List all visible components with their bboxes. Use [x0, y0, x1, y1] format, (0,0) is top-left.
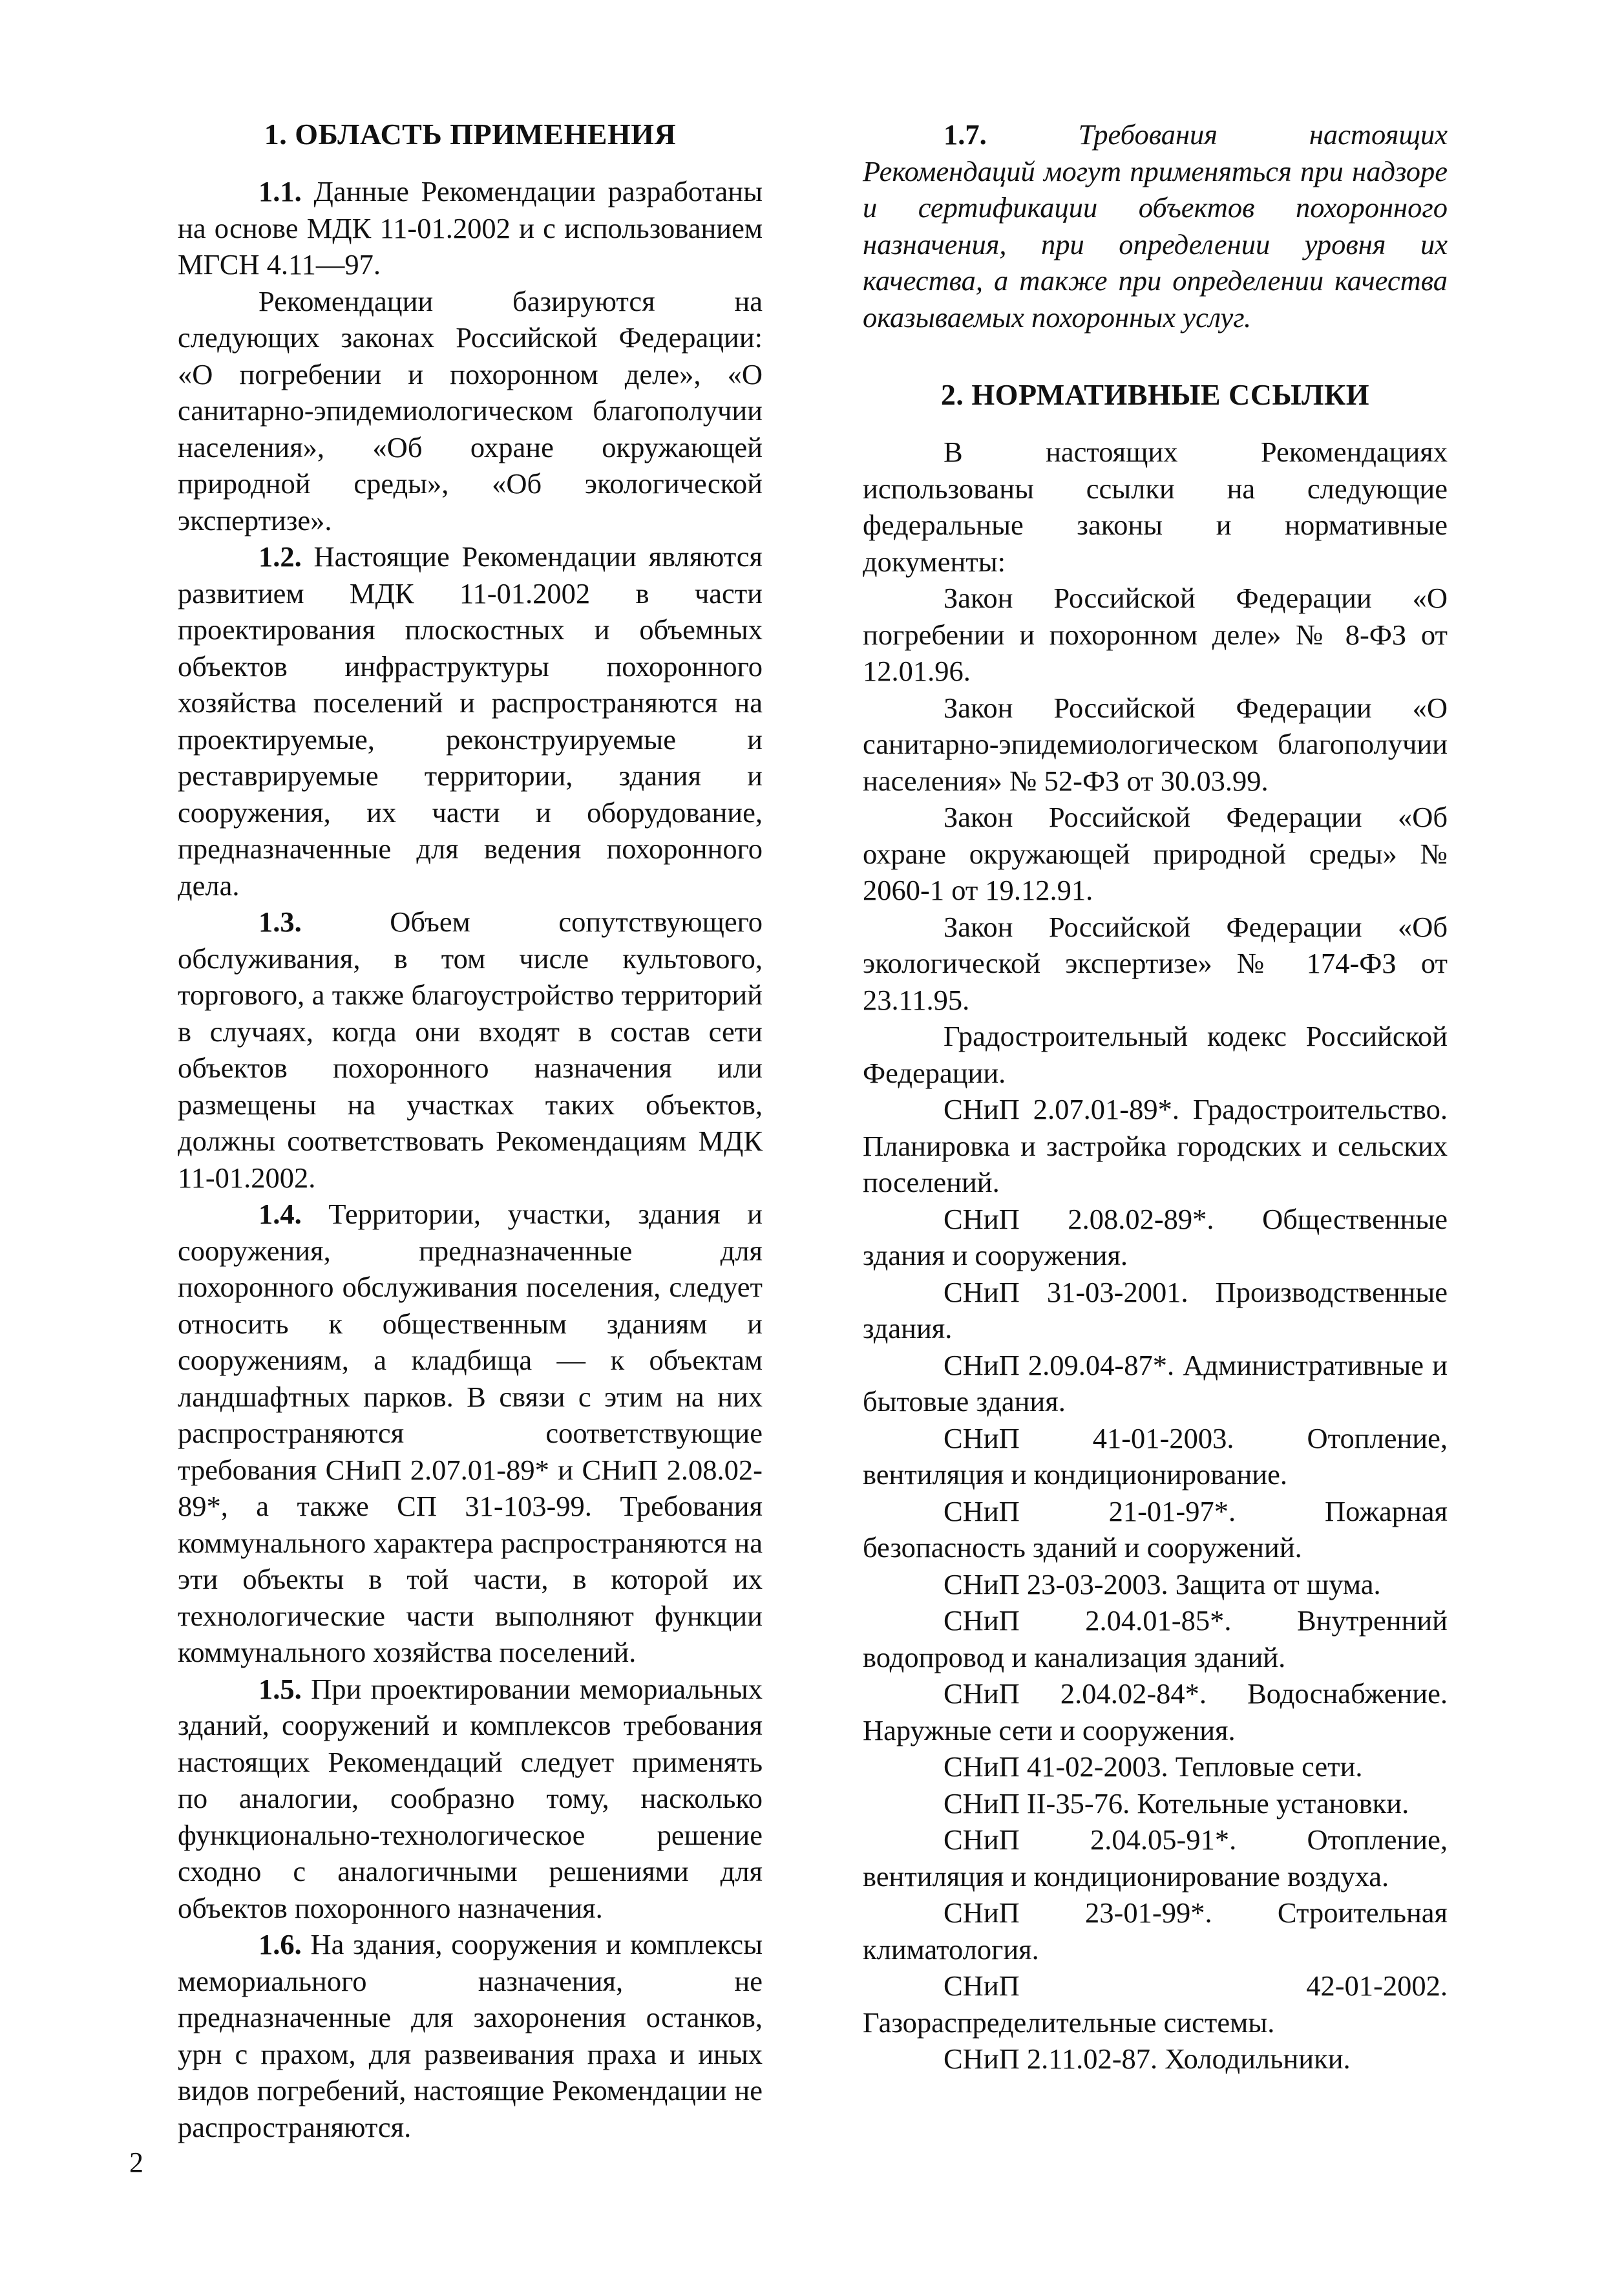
- reference-item: СНиП 23-03-2003. Защита от шума.: [944, 1567, 1381, 1600]
- clause-number: 1.3.: [258, 906, 302, 938]
- paragraph-1-1: [178, 173, 763, 283]
- reference-item: СНиП 2.07.01-89*. Градостроительство. Планировка и застройка городских и сельских поселений.: [863, 1093, 1448, 1198]
- reference-item: СНиП 31-03-2001. Производственные здания.: [863, 1275, 1448, 1344]
- section-1-heading: 1. ОБЛАСТЬ ПРИМЕНЕНИЯ: [264, 118, 677, 151]
- reference-item: СНиП 23-01-99*. Строительная климатология.: [863, 1896, 1448, 1966]
- reference-item: СНиП II-35-76. Котельные установки.: [944, 1787, 1409, 1819]
- clause-number: 1.5.: [258, 1672, 302, 1705]
- paragraph-laws: Рекомендации базируются на следующих законах Российской Федерации: «О погребении и похоронном деле», «О санитарно-эпидемиологическом благополучии населения», «Об охране окружающей природной среды», «Об экологической экспертизе».: [178, 284, 763, 536]
- paragraph-1-5: [178, 1671, 763, 1927]
- reference-item: СНиП 2.11.02-87. Холодильники.: [944, 2042, 1351, 2075]
- clause-text: Настоящие Рекомендации являются развитием МДК 11-01.2002 в части проектирования плоскостных и объемных объектов инфраструктуры похоронного хозяйства поселений и распространяются на проектируемые, реконструируемые и реставрируемые территории, здания и сооружения, их части и оборудование, предназначенные для ведения похоронного дела.: [178, 540, 763, 902]
- reference-item: Закон Российской Федерации «Об охране окружающей природной среды» № 2060-1 от 19.12.91.: [863, 801, 1448, 906]
- paragraph-1-3: [178, 904, 763, 1196]
- clause-number: 1.2.: [258, 540, 302, 573]
- reference-item: СНиП 2.09.04-87*. Административные и бытовые здания.: [863, 1348, 1448, 1417]
- reference-item: СНиП 2.04.05-91*. Отопление, вентиляция и кондиционирование воздуха.: [863, 1823, 1448, 1893]
- clause-text: Объем сопутствующего обслуживания, в том числе культового, торгового, а также благоустройство территорий в случаях, когда они входят в состав сети объектов похоронного назначения или размещены на участках таких объектов, должны соответствовать Рекомендациям МДК 11-01.2002.: [178, 906, 763, 1194]
- reference-item: СНиП 41-01-2003. Отопление, вентиляция и кондиционирование.: [863, 1421, 1448, 1491]
- reference-item: Закон Российской Федерации «О погребении и похоронном деле» № 8-ФЗ от 12.01.96.: [863, 582, 1448, 687]
- reference-item: СНиП 2.04.01-85*. Внутренний водопровод и канализация зданий.: [863, 1604, 1448, 1673]
- clause-text: На здания, сооружения и комплексы мемориального назначения, не предназначенные для захоронения останков, урн с прахом, для развеивания праха и иных видов погребений, настоящие Рекомендации не распространяются.: [178, 1928, 763, 2143]
- clause-number: 1.1.: [258, 175, 302, 207]
- paragraph-1-7: [863, 116, 1448, 335]
- clause-text: Территории, участки, здания и сооружения, предназначенные для похоронного обслуживания поселения, следует относить к общественным зданиям и сооружениям, а кладбища — к объектам ландшафтных парков. В связи с этим на них распространяются соответствующие требования СНиП 2.07.01-89* и СНиП 2.08.02-89*, а также СП 31-103-99. Требования коммунального характера распространяются на эти объекты в той части, в которой их технологические части выполняют функции коммунального хозяйства поселений.: [178, 1198, 763, 1668]
- clause-text: Данные Рекомендации разработаны на основе МДК 11-01.2002 и с использованием МГСН 4.11—97.: [178, 175, 763, 281]
- left-column: [178, 116, 763, 2145]
- reference-item: СНиП 2.08.02-89*. Общественные здания и сооружения.: [863, 1202, 1448, 1271]
- paragraph-1-4: [178, 1196, 763, 1671]
- clause-number: 1.6.: [258, 1928, 302, 1960]
- references-intro: В настоящих Рекомендациях использованы ссылки на следующие федеральные законы и нормативные документы:: [863, 436, 1448, 578]
- clause-text: При проектировании мемориальных зданий, сооружений и комплексов требования настоящих Рекомендаций следует применять по аналогии, сообразно тому, насколько функционально-технологическое решение сходно с аналогичными решениями для объектов похоронного назначения.: [178, 1672, 763, 1924]
- clause-text: Требования настоящих Рекомендаций могут применяться при надзоре и сертификации объектов похоронного назначения, при определении уровня их качества, а также при определении качества оказываемых похоронных услуг.: [863, 118, 1448, 334]
- right-column: [863, 116, 1448, 2077]
- reference-item: СНиП 42-01-2002. Газораспределительные системы.: [863, 1969, 1448, 2039]
- reference-item: Закон Российской Федерации «О санитарно-эпидемиологическом благополучии населения» № 52-ФЗ от 30.03.99.: [863, 691, 1448, 797]
- reference-item: СНиП 21-01-97*. Пожарная безопасность зданий и сооружений.: [863, 1494, 1448, 1564]
- reference-item: СНиП 2.04.02-84*. Водоснабжение. Наружные сети и сооружения.: [863, 1677, 1448, 1746]
- clause-number: 1.7.: [944, 118, 987, 151]
- page-number: 2: [129, 2147, 143, 2178]
- paragraph-1-2: [178, 538, 763, 904]
- clause-number: 1.4.: [258, 1198, 302, 1230]
- paragraph-1-6: [178, 1926, 763, 2145]
- reference-item: Закон Российской Федерации «Об экологической экспертизе» № 174-ФЗ от 23.11.95.: [863, 910, 1448, 1016]
- reference-item: СНиП 41-02-2003. Тепловые сети.: [944, 1750, 1363, 1783]
- section-2-heading: 2. НОРМАТИВНЫЕ ССЫЛКИ: [940, 378, 1370, 411]
- reference-item: Градостроительный кодекс Российской Федерации.: [863, 1020, 1448, 1089]
